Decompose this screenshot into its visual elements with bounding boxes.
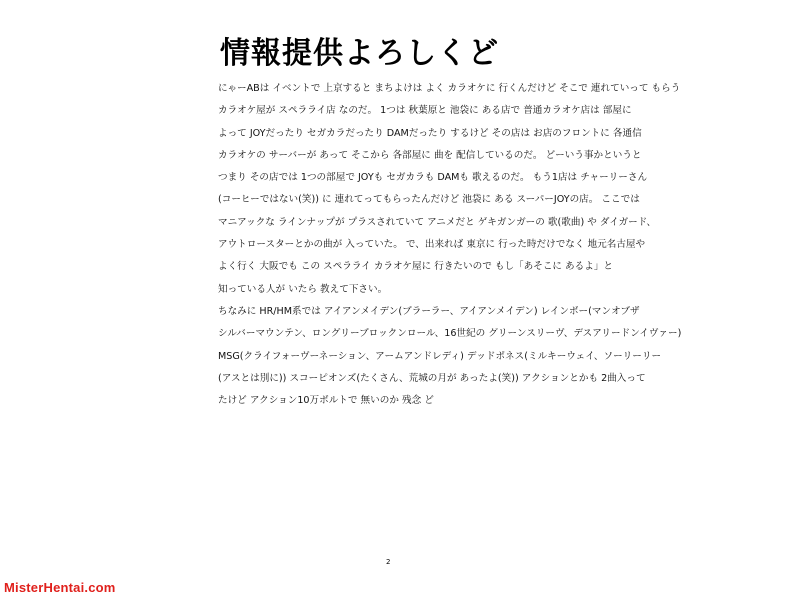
text-line: ちなみに HR/HM系では アイアンメイデン(ブラーラー、アイアンメイデン) レインボー(マンオブザ [218, 305, 640, 317]
text-line: つまり その店では 1つの部屋で JOYも セガカラも DAMも 歌えるのだ。 もう1店は チャーリーさん [218, 172, 648, 184]
manga-page [190, 0, 682, 600]
text-line: (コーヒーではない(笑)) に 連れてってもらったんだけど 池袋に ある スーパーJOYの店。 ここでは [218, 194, 640, 206]
page-number: 2 [386, 558, 391, 566]
body-text [218, 78, 682, 412]
text-line: たけど アクション10万ボルトで 無いのか 残念 ど [218, 395, 434, 407]
page-title: 情報提供よろしくど [220, 36, 499, 71]
watermark-link[interactable]: MisterHentai.com [4, 580, 116, 595]
text-line: カラオケ屋が スペラライ店 なのだ。 1つは 秋葉原と 池袋に ある店で 普通カラオケ店は 部屋に [218, 105, 632, 117]
text-line: マニアックな ラインナップが プラスされていて アニメだと ゲキガンガーの 歌(歌曲) や ダイガード、 [218, 216, 657, 228]
text-line: シルバーマウンテン、ロングリーブロックンロール、16世紀の グリーンスリーヴ、デスアリードンイヴァー) [218, 328, 682, 340]
text-line: カラオケの サーバーが あって そこから 各部屋に 曲を 配信しているのだ。 どーいう事かというと [218, 149, 642, 161]
text-line: (アスとは別に)) スコーピオンズ(たくさん、荒城の月が あったよ(笑)) アクションとかも 2曲入って [218, 372, 646, 384]
text-line: にゃーABは イベントで 上京すると まちよけは よく カラオケに 行くんだけど そこで 連れていって もらう [218, 83, 681, 94]
text-line: MSG(クライフォーヴーネーション、アームアンドレディ) デッドポネス(ミルキーウェイ、ソーリーリー [218, 350, 662, 362]
text-line: アウトロースターとかの曲が 入っていた。 で、出来れば 東京に 行った時だけでなく 地元名古屋や [218, 239, 646, 251]
text-line: よって JOYだったり セガカラだったり DAMだったり するけど その店は お店のフロントに 各通信 [218, 127, 642, 139]
text-line: よく行く 大阪でも この スペラライ カラオケ屋に 行きたいので もし「あそこに あるよ」と [218, 261, 614, 273]
text-line: 知っている人が いたら 教えて下さい。 [218, 283, 388, 295]
